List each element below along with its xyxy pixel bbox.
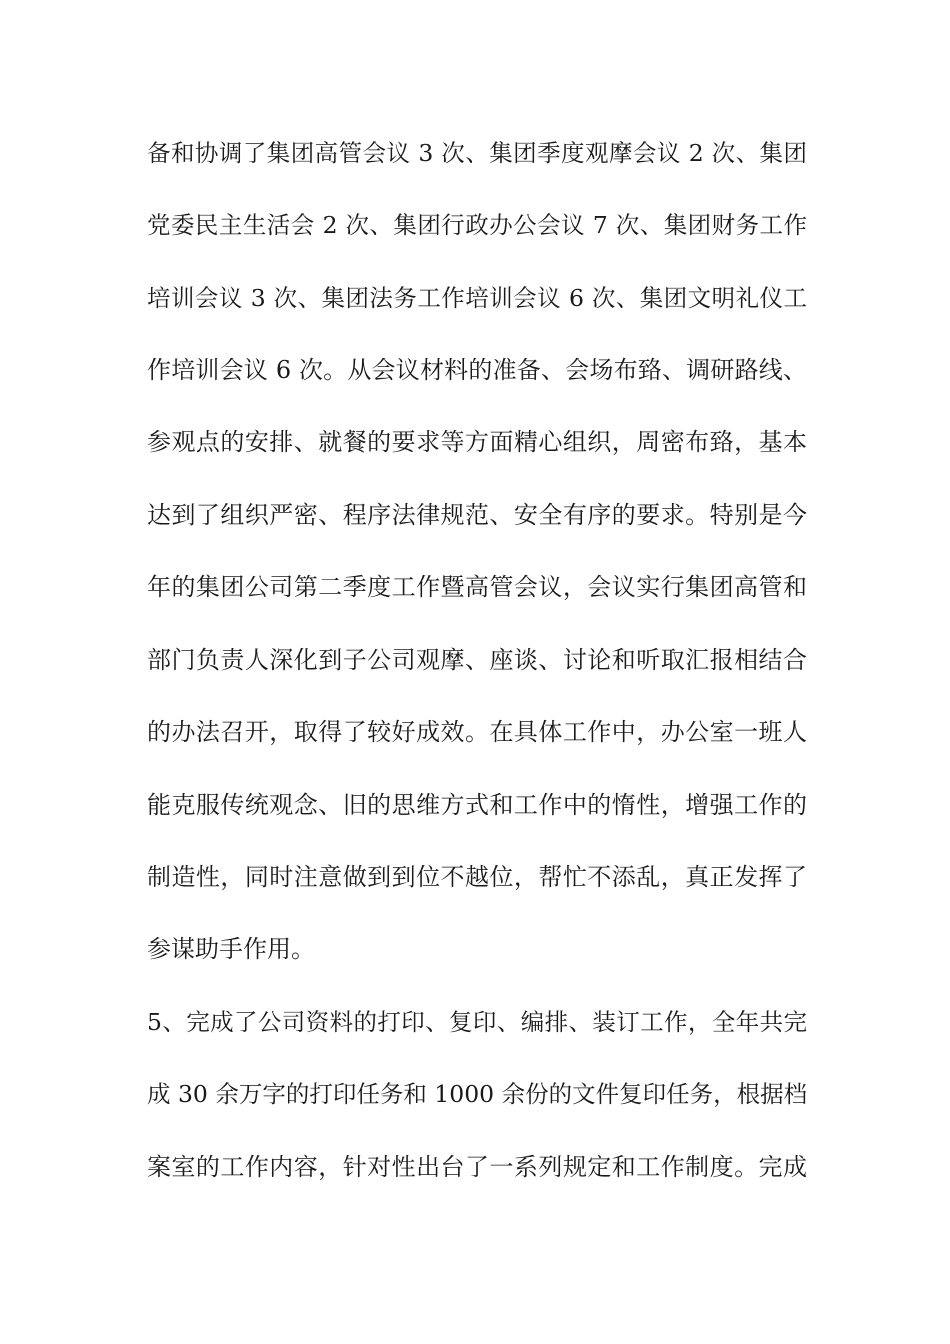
text-line: 年的集团公司第二季度工作暨高管会议，会议实行集团高管和 (147, 573, 807, 601)
text-line: 参观点的安排、就餐的要求等方面精心组织，周密布臵，基本 (147, 428, 807, 456)
text-line: 党委民主生活会 2 次、集团行政办公会议 7 次、集团财务工作 (147, 211, 807, 239)
text-line: 参谋助手作用。 (147, 935, 315, 963)
text-line: 制造性，同时注意做到到位不越位，帮忙不添乱，真正发挥了 (147, 863, 807, 891)
text-line: 5、完成了公司资料的打印、复印、编排、装订工作，全年共完 (147, 1008, 807, 1036)
text-line: 作培训会议 6 次。从会议材料的准备、会场布臵、调研路线、 (147, 356, 807, 384)
text-line: 的办法召开，取得了较好成效。在具体工作中，办公室一班人 (147, 718, 807, 746)
text-line: 成 30 余万字的打印任务和 1000 余份的文件复印任务，根据档 (147, 1080, 808, 1108)
text-line: 达到了组织严密、程序法律规范、安全有序的要求。特别是今 (147, 501, 807, 529)
text-line: 培训会议 3 次、集团法务工作培训会议 6 次、集团文明礼仪工 (147, 284, 807, 312)
text-line: 案室的工作内容，针对性出台了一系列规定和工作制度。完成 (147, 1153, 807, 1181)
text-line: 能克服传统观念、旧的思维方式和工作中的惰性，增强工作的 (147, 791, 807, 819)
text-line: 部门负责人深化到子公司观摩、座谈、讨论和听取汇报相结合 (147, 646, 807, 674)
text-line: 备和协调了集团高管会议 3 次、集团季度观摩会议 2 次、集团 (147, 139, 807, 167)
